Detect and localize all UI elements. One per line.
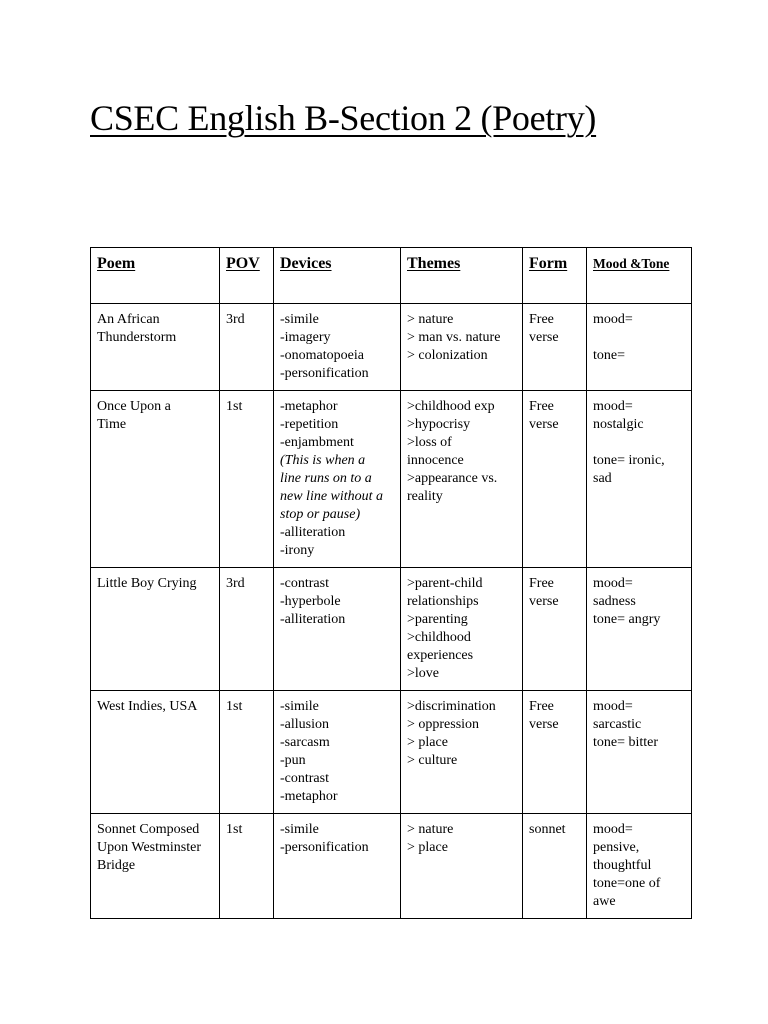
header-pov: POV: [220, 248, 274, 304]
cell-line: An African: [97, 312, 160, 327]
cell-mood-tone: [587, 304, 692, 391]
cell-spacer: [593, 434, 685, 452]
header-devices: Devices: [274, 248, 401, 304]
cell-line: -irony: [280, 543, 315, 558]
cell-line: experiences: [407, 648, 474, 663]
cell-line: >childhood: [407, 630, 471, 645]
cell-line: Sonnet Composed: [97, 822, 200, 837]
cell-line: -metaphor: [280, 399, 338, 414]
cell-line: mood=: [593, 699, 633, 714]
cell-line: -sarcasm: [280, 735, 330, 750]
cell-line: > culture: [407, 753, 458, 768]
cell-line: Free: [529, 312, 554, 327]
table-row: [91, 568, 692, 691]
cell-line: -simile: [280, 822, 319, 837]
cell-line: tone= angry: [593, 612, 661, 627]
cell-line: reality: [407, 489, 443, 504]
cell-line: -pun: [280, 753, 306, 768]
header-mood-tone: Mood &Tone: [587, 248, 692, 304]
cell-devices: [274, 304, 401, 391]
header-themes: Themes: [401, 248, 523, 304]
cell-line: relationships: [407, 594, 479, 609]
cell-line: sarcastic: [593, 717, 642, 732]
cell-spacer: [593, 329, 685, 347]
cell-line: mood=: [593, 399, 633, 414]
cell-line: -simile: [280, 699, 319, 714]
cell-devices: [274, 391, 401, 568]
cell-line: tone= ironic,: [593, 453, 665, 468]
cell-line: -enjambment: [280, 435, 354, 450]
cell-line: Upon Westminster: [97, 840, 201, 855]
cell-poem: [91, 304, 220, 391]
cell-line: mood=: [593, 822, 633, 837]
cell-line: -onomatopoeia: [280, 348, 364, 363]
cell-poem: [91, 568, 220, 691]
cell-line: -alliteration: [280, 525, 346, 540]
cell-line: verse: [529, 717, 559, 732]
cell-line: mood=: [593, 312, 633, 327]
cell-line: sonnet: [529, 822, 566, 837]
cell-line: mood=: [593, 576, 633, 591]
cell-line: -imagery: [280, 330, 331, 345]
cell-themes: [401, 568, 523, 691]
cell-line: >parenting: [407, 612, 468, 627]
cell-poem: [91, 691, 220, 814]
cell-form: [523, 568, 587, 691]
cell-pov: 1st: [220, 391, 274, 568]
cell-line: tone=one of: [593, 876, 661, 891]
cell-line: > oppression: [407, 717, 480, 732]
cell-themes: [401, 304, 523, 391]
cell-pov: 1st: [220, 814, 274, 919]
cell-pov: 3rd: [220, 568, 274, 691]
cell-line: stop or pause): [280, 507, 361, 522]
cell-line: Time: [97, 417, 127, 432]
cell-themes: [401, 814, 523, 919]
cell-themes: [401, 391, 523, 568]
cell-line: >love: [407, 666, 439, 681]
table-row: [91, 304, 692, 391]
cell-line: (This is when a: [280, 453, 366, 468]
cell-line: > place: [407, 735, 448, 750]
cell-line: > nature: [407, 822, 454, 837]
cell-line: verse: [529, 417, 559, 432]
cell-form: [523, 691, 587, 814]
cell-line: -repetition: [280, 417, 339, 432]
cell-line: > place: [407, 840, 448, 855]
cell-line: sad: [593, 471, 612, 486]
cell-line: nostalgic: [593, 417, 644, 432]
cell-mood-tone: [587, 391, 692, 568]
table-row: [91, 391, 692, 568]
header-poem: Poem: [91, 248, 220, 304]
cell-line: line runs on to a: [280, 471, 372, 486]
poetry-table: [90, 247, 692, 919]
cell-line: >hypocrisy: [407, 417, 471, 432]
cell-line: awe: [593, 894, 616, 909]
cell-line: new line without a: [280, 489, 384, 504]
cell-line: thoughtful: [593, 858, 652, 873]
cell-pov: 3rd: [220, 304, 274, 391]
cell-mood-tone: [587, 691, 692, 814]
table-header-row: [91, 248, 692, 304]
cell-line: >parent-child: [407, 576, 483, 591]
cell-line: >appearance vs.: [407, 471, 498, 486]
cell-line: -metaphor: [280, 789, 338, 804]
cell-line: Thunderstorm: [97, 330, 177, 345]
cell-line: >loss of: [407, 435, 452, 450]
cell-line: -personification: [280, 840, 369, 855]
cell-line: Free: [529, 576, 554, 591]
cell-line: Little Boy Crying: [97, 576, 197, 591]
cell-line: >childhood exp: [407, 399, 495, 414]
cell-form: [523, 391, 587, 568]
cell-mood-tone: [587, 568, 692, 691]
page-title: CSEC English B-Section 2 (Poetry): [90, 98, 597, 138]
cell-form: [523, 814, 587, 919]
cell-line: > nature: [407, 312, 454, 327]
cell-devices: [274, 814, 401, 919]
cell-devices: [274, 568, 401, 691]
cell-line: verse: [529, 330, 559, 345]
cell-line: -personification: [280, 366, 369, 381]
cell-mood-tone: [587, 814, 692, 919]
cell-line: tone=: [593, 348, 625, 363]
cell-line: verse: [529, 594, 559, 609]
cell-line: Once Upon a: [97, 399, 171, 414]
cell-form: [523, 304, 587, 391]
cell-line: -alliteration: [280, 612, 346, 627]
cell-line: Free: [529, 699, 554, 714]
cell-line: sadness: [593, 594, 636, 609]
table-row: [91, 691, 692, 814]
cell-line: > man vs. nature: [407, 330, 501, 345]
cell-line: >discrimination: [407, 699, 496, 714]
cell-devices: [274, 691, 401, 814]
cell-poem: [91, 391, 220, 568]
cell-line: -contrast: [280, 576, 329, 591]
cell-line: pensive,: [593, 840, 640, 855]
cell-pov: 1st: [220, 691, 274, 814]
cell-line: -simile: [280, 312, 319, 327]
cell-line: > colonization: [407, 348, 488, 363]
cell-line: -allusion: [280, 717, 329, 732]
cell-line: West Indies, USA: [97, 699, 198, 714]
cell-line: innocence: [407, 453, 464, 468]
cell-line: -hyperbole: [280, 594, 341, 609]
header-form: Form: [523, 248, 587, 304]
cell-line: tone= bitter: [593, 735, 659, 750]
cell-line: Free: [529, 399, 554, 414]
cell-line: Bridge: [97, 858, 136, 873]
cell-line: -contrast: [280, 771, 329, 786]
cell-themes: [401, 691, 523, 814]
cell-poem: [91, 814, 220, 919]
table-row: [91, 814, 692, 919]
